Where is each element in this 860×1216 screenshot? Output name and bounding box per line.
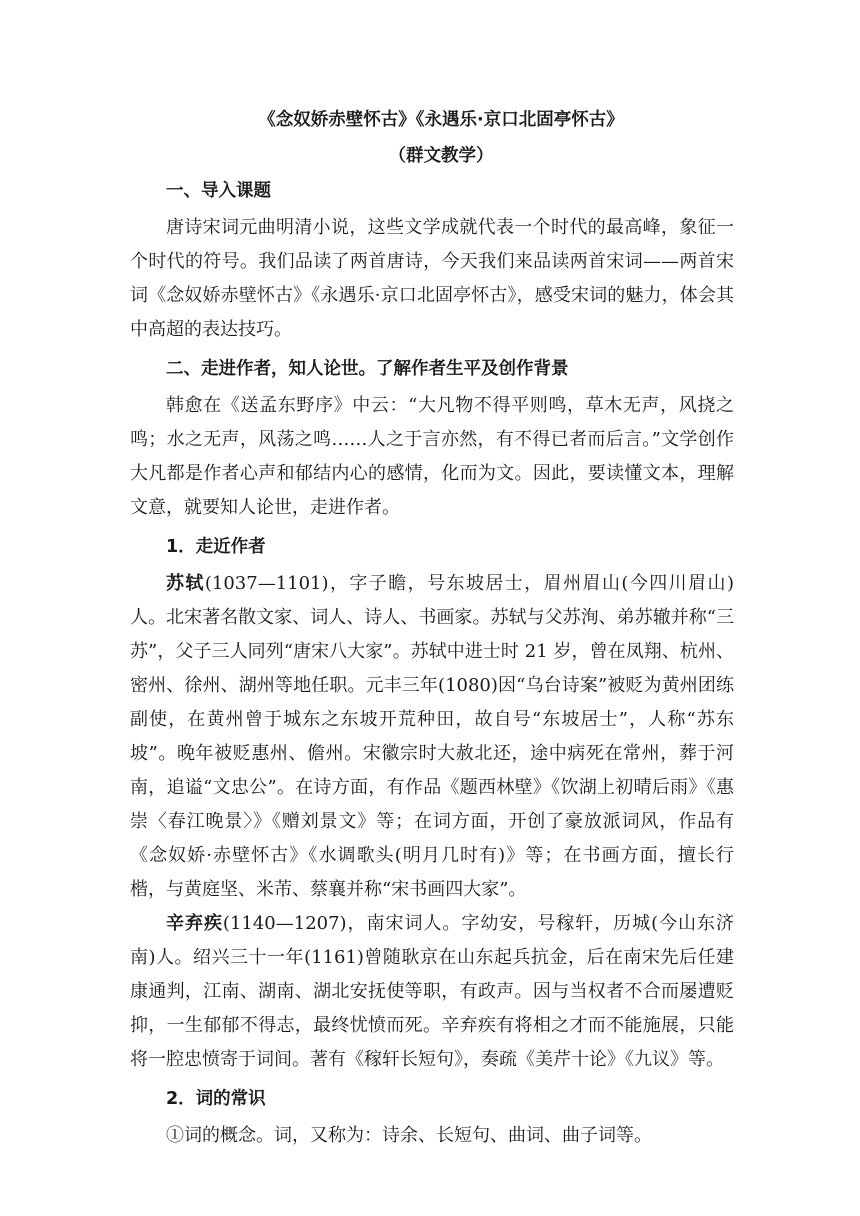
subheading-ci-knowledge: 2．词的常识: [166, 1089, 266, 1109]
sushi-paragraph: [130, 567, 734, 907]
xinqiji-name: 辛弃疾: [166, 913, 223, 934]
sushi-bio: (1037—1101)，字子瞻，号东坡居士，眉州眉山(今四川眉山)人。北宋著名散文家、词人、诗人、书画家。苏轼与父苏洵、弟苏辙并称“三苏”，父子三人同列“唐宋八大家”。苏轼中进士时 21 岁，曾在凤翔、杭州、密州、徐州、湖州等地任职。元丰三年(1080)因“乌台诗案”被贬为黄州团练副使，在黄州曾于城东之东坡开荒种田，故自号“东坡居士”，人称“苏东坡”。晚年被贬惠州、儋州。宋徽宗时大赦北还，途中病死在常州，葬于河南，追谥“文忠公”。在诗方面，有作品《题西林壁》《饮湖上初晴后雨》《惠崇〈春江晚景〉》《赠刘景文》等；在词方面，开创了豪放派词风，作品有《念奴娇·赤壁怀古》《水调歌头(明月几时有)》等；在书画方面，擅长行楷，与黄庭坚、米芾、蔡襄并称“宋书画四大家”。: [130, 573, 734, 900]
xinqiji-paragraph: [130, 907, 734, 1077]
section-heading-intro: 一、导入课题: [166, 181, 271, 201]
subheading-approach-author: 1．走近作者: [166, 537, 266, 557]
intro-paragraph: 唐诗宋词元曲明清小说，这些文学成就代表一个时代的最高峰，象征一个时代的符号。我们品读了两首唐诗，今天我们来品读两首宋词——两首宋词《念奴娇赤壁怀古》《永遇乐·京口北固亭怀古》，感受宋词的魅力，体会其中高超的表达技巧。: [130, 217, 734, 340]
document-subtitle: （群文教学）: [388, 146, 494, 166]
document-page: [130, 105, 734, 1153]
sushi-name: 苏轼: [166, 573, 205, 594]
document-title: 《念奴娇赤壁怀古》《永遇乐·京口北固亭怀古》: [258, 110, 624, 130]
author-background-paragraph: 韩愈在《送孟东野序》中云：“大凡物不得平则鸣，草木无声，风挠之鸣；水之无声，风荡之鸣……人之于言亦然，有不得已者而后言。”文学创作大凡都是作者心声和郁结内心的感情，化而为文。因此，要读懂文本，理解文意，就要知人论世，走进作者。: [130, 395, 734, 518]
ci-concept-paragraph: ①词的概念。词，又称为：诗余、长短句、曲词、曲子词等。: [166, 1125, 652, 1146]
section-heading-author: 二、走进作者，知人论世。了解作者生平及创作背景: [166, 359, 569, 379]
xinqiji-bio: (1140—1207)，南宋词人。字幼安，号稼轩，历城(今山东济南)人。绍兴三十一年(1161)曾随耿京在山东起兵抗金，后在南宋先后任建康通判，江南、湖南、湖北安抚使等职，有政声。因与当权者不合而屡遭贬抑，一生郁郁不得志，最终忧愤而死。辛弃疾有将相之才而不能施展，只能将一腔忠愤寄于词间。著有《稼轩长短句》，奏疏《美芹十论》《九议》等。: [130, 913, 735, 1070]
